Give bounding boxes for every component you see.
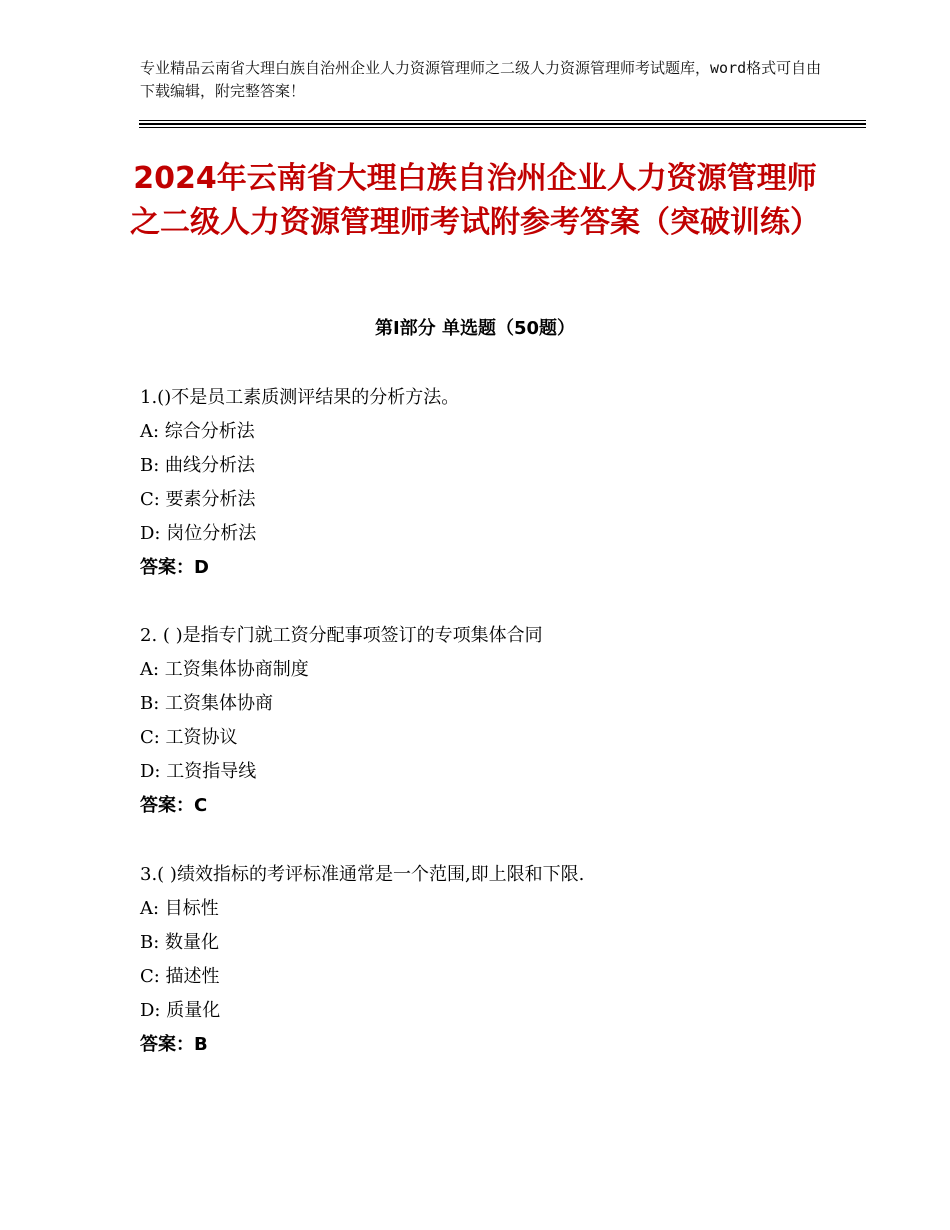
answer: 答案：C [140,795,208,816]
option-a: A: 工资集体协商制度 [140,659,309,680]
answer: 答案：D [140,557,209,578]
header-divider-top [139,120,866,121]
question-2 [140,619,840,823]
option-d: D: 岗位分析法 [140,523,257,544]
header-divider-thick [139,123,866,125]
answer: 答案：B [140,1034,208,1055]
option-a: A: 综合分析法 [140,421,255,442]
question-stem: 1.()不是员工素质测评结果的分析方法。 [140,387,460,408]
option-c: C: 要素分析法 [140,489,256,510]
question-stem: 2. ( )是指专门就工资分配事项签订的专项集体合同 [140,625,543,646]
option-d: D: 工资指导线 [140,761,257,782]
option-d: D: 质量化 [140,1000,221,1021]
option-a: A: 目标性 [140,898,219,919]
option-b: B: 曲线分析法 [140,455,256,476]
section-heading: 第Ⅰ部分 单选题（50题） [374,318,575,339]
option-c: C: 工资协议 [140,727,238,748]
option-b: B: 工资集体协商 [140,693,274,714]
header-note: 专业精品云南省大理白族自治州企业人力资源管理师之二级人力资源管理师考试题库，word格式可自由下载编辑，附完整答案！ [140,59,822,100]
option-c: C: 描述性 [140,966,220,987]
question-stem: 3.( )绩效指标的考评标准通常是一个范围,即上限和下限. [140,864,585,885]
option-b: B: 数量化 [140,932,220,953]
document-title: 2024年云南省大理白族自治州企业人力资源管理师之二级人力资源管理师考试附参考答案（突破训练） [130,161,820,240]
question-3 [140,858,840,1062]
question-1 [140,381,840,585]
header-divider-bottom [139,127,866,128]
